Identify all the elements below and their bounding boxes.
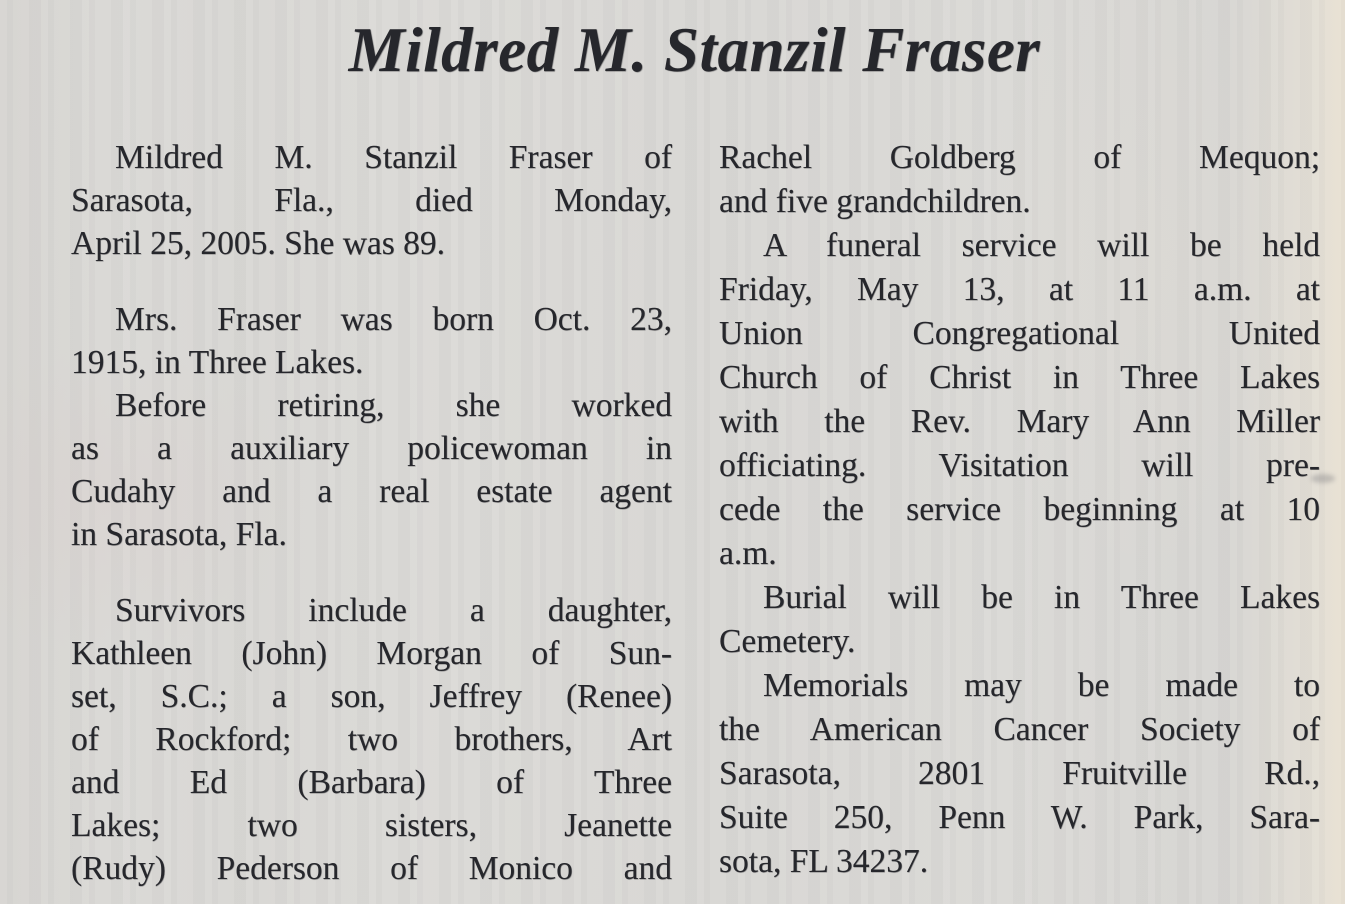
text-line: a.m.	[719, 535, 777, 572]
text-line: cede the service beginning at 10	[719, 491, 1320, 528]
text-line: Cudahy and a real estate agent	[71, 473, 672, 510]
paragraph	[71, 384, 672, 556]
text-line: and five grandchildren.	[719, 183, 1031, 220]
text-line: Survivors include a daughter,	[115, 592, 672, 629]
text-line: Suite 250, Penn W. Park, Sara-	[719, 799, 1320, 836]
text-line: Mildred M. Stanzil Fraser of	[115, 139, 672, 176]
text-line: Cemetery.	[719, 623, 856, 660]
paragraph	[71, 589, 672, 890]
text-line: Friday, May 13, at 11 a.m. at	[719, 271, 1320, 308]
paragraph	[719, 224, 1320, 576]
scan-smudge	[1311, 474, 1335, 483]
paragraph	[719, 576, 1320, 664]
text-line: and Ed (Barbara) of Three	[71, 764, 672, 801]
text-line: Rachel Goldberg of Mequon;	[719, 139, 1320, 176]
paragraph	[71, 298, 672, 384]
text-line: (Rudy) Pederson of Monico and	[71, 850, 672, 887]
text-line: set, S.C.; a son, Jeffrey (Renee)	[71, 678, 672, 715]
text-line: Burial will be in Three Lakes	[763, 579, 1320, 616]
article-columns	[71, 136, 1320, 890]
text-line: sota, FL 34237.	[719, 843, 929, 880]
text-line: Church of Christ in Three Lakes	[719, 359, 1320, 396]
column-right	[719, 136, 1320, 890]
text-line: A funeral service will be held	[763, 227, 1320, 264]
obituary-title: Mildred M. Stanzil Fraser	[348, 15, 1041, 85]
text-line: Lakes; two sisters, Jeanette	[71, 807, 672, 844]
paragraph	[719, 136, 1320, 224]
text-line: Mrs. Fraser was born Oct. 23,	[115, 301, 672, 338]
text-line: in Sarasota, Fla.	[71, 516, 287, 553]
column-left	[71, 136, 672, 890]
text-line: Kathleen (John) Morgan of Sun-	[71, 635, 672, 672]
text-line: Memorials may be made to	[763, 667, 1320, 704]
text-line: April 25, 2005. She was 89.	[71, 225, 446, 262]
text-line: Sarasota, 2801 Fruitville Rd.,	[719, 755, 1320, 792]
paragraph	[71, 136, 672, 265]
text-line: Sarasota, Fla., died Monday,	[71, 182, 672, 219]
text-line: 1915, in Three Lakes.	[71, 344, 364, 381]
text-line: the American Cancer Society of	[719, 711, 1320, 748]
text-line: of Rockford; two brothers, Art	[71, 721, 672, 758]
text-line: as a auxiliary policewoman in	[71, 430, 672, 467]
text-line: Union Congregational United	[719, 315, 1320, 352]
paragraph	[719, 664, 1320, 884]
text-line: Before retiring, she worked	[115, 387, 672, 424]
text-line: with the Rev. Mary Ann Miller	[719, 403, 1320, 440]
text-line: officiating. Visitation will pre-	[719, 447, 1320, 484]
